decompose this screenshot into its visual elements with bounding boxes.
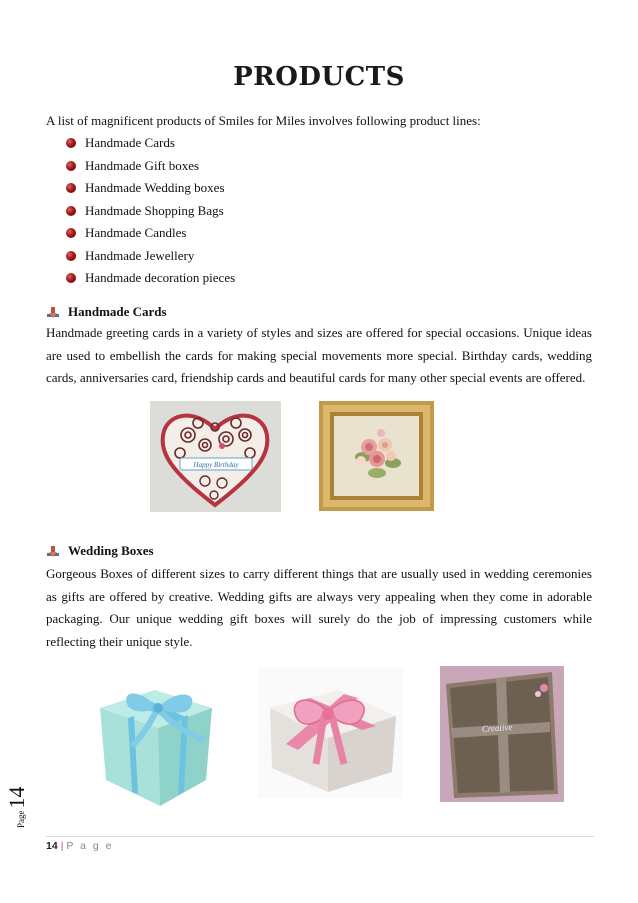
bullet-icon: [66, 228, 76, 238]
footer-divider: [46, 836, 594, 837]
box-inscription: Creative: [481, 721, 513, 734]
bullet-icon: [66, 206, 76, 216]
section-bullet-icon: [46, 544, 60, 558]
bullet-icon: [66, 251, 76, 261]
bullet-icon: [66, 183, 76, 193]
list-item: Handmade Shopping Bags: [66, 202, 235, 225]
section-heading-cards: Handmade Cards: [46, 304, 167, 320]
product-list: [66, 134, 235, 292]
footer-page-word: P a g e: [66, 840, 114, 852]
side-page-marker: [4, 787, 30, 829]
footer: [46, 840, 114, 852]
side-page-label: Page: [16, 810, 26, 828]
footer-separator: |: [60, 840, 64, 852]
wedding-description: Gorgeous Boxes of different sizes to carry different things that are usually used in wedding ceremonies as gifts are offered by creative. Wedding gifts are always very appealing when they come in adorable packaging. Our unique wedding gift boxes will surely do the job of impressing customers while reflecting their unique style.: [46, 566, 592, 649]
list-item: Handmade Jewellery: [66, 247, 235, 270]
heart-card-image: [150, 401, 281, 512]
card-inscription: Happy Birthday: [193, 461, 239, 469]
white-pink-gift-box-image: [258, 668, 403, 798]
section-bullet-icon: [46, 305, 60, 319]
bullet-icon: [66, 161, 76, 171]
list-item: Handmade Wedding boxes: [66, 179, 235, 202]
bullet-icon: [66, 138, 76, 148]
bullet-icon: [66, 273, 76, 283]
side-page-number: 14: [4, 786, 29, 809]
framed-flowers-image: [319, 401, 434, 511]
list-item: Handmade Candles: [66, 224, 235, 247]
blue-gift-box-image: [80, 668, 230, 813]
list-item: Handmade decoration pieces: [66, 269, 235, 292]
page-title: PRODUCTS: [233, 62, 405, 92]
list-item: Handmade Cards: [66, 134, 235, 157]
intro-text: A list of magnificent products of Smiles for Miles involves following product lines:: [46, 113, 481, 128]
section-heading-wedding: Wedding Boxes: [46, 543, 154, 559]
footer-page-number: 14: [46, 840, 58, 852]
cards-description: Handmade greeting cards in a variety of styles and sizes are offered for special occasions. Unique ideas are used to embellish the cards for making special movements more special. Birthday cards, wedding cards, anniversaries card, friendship cards and beautiful cards for many other special events are offered.: [46, 325, 592, 385]
list-item: Handmade Gift boxes: [66, 157, 235, 180]
creative-box-image: [440, 666, 564, 802]
